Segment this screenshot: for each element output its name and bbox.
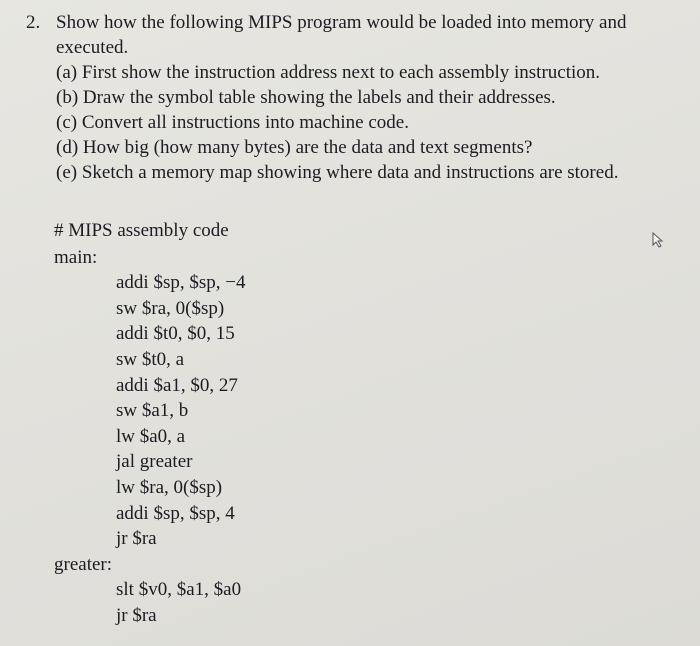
problem-number: 2. [26, 12, 41, 33]
problem-intro-text: Show how the following MIPS program would be loaded into memory and [56, 12, 627, 33]
code-instruction: addi $sp, $sp, 4 [116, 502, 235, 524]
problem-intro-line-2: executed. [56, 37, 129, 58]
code-comment: # MIPS assembly code [54, 220, 229, 241]
code-instruction: lw $a0, a [116, 425, 186, 447]
code-instruction: jal greater [116, 451, 193, 473]
code-instruction: addi $a1, $0, 27 [116, 374, 238, 396]
problem-intro-line-1 [26, 10, 690, 35]
code-instruction: sw $t0, a [116, 348, 185, 370]
code-instruction: sw $a1, b [116, 400, 189, 422]
code-instruction: addi $t0, $0, 15 [116, 323, 235, 345]
problem-part-a: (a) First show the instruction address next to each assembly instruction. [56, 62, 601, 83]
code-instruction: jr $ra [116, 604, 157, 626]
problem-statement [26, 10, 690, 185]
problem-part-c: (c) Convert all instructions into machine code. [56, 112, 409, 133]
label-main: main: [54, 246, 98, 268]
code-instruction: slt $v0, $a1, $a0 [116, 579, 242, 601]
code-instruction: lw $ra, 0($sp) [116, 476, 223, 498]
code-instruction: jr $ra [116, 528, 157, 550]
problem-part-e: (e) Sketch a memory map showing where data and instructions are stored. [56, 162, 619, 183]
mips-code-block [54, 218, 245, 629]
code-instruction: addi $sp, $sp, −4 [116, 272, 246, 294]
problem-part-b: (b) Draw the symbol table showing the labels and their addresses. [56, 87, 556, 108]
problem-part-d: (d) How big (how many bytes) are the data and text segments? [56, 137, 533, 158]
code-instruction: sw $ra, 0($sp) [116, 297, 225, 319]
label-greater: greater: [54, 553, 113, 575]
mouse-pointer-icon [651, 232, 667, 248]
